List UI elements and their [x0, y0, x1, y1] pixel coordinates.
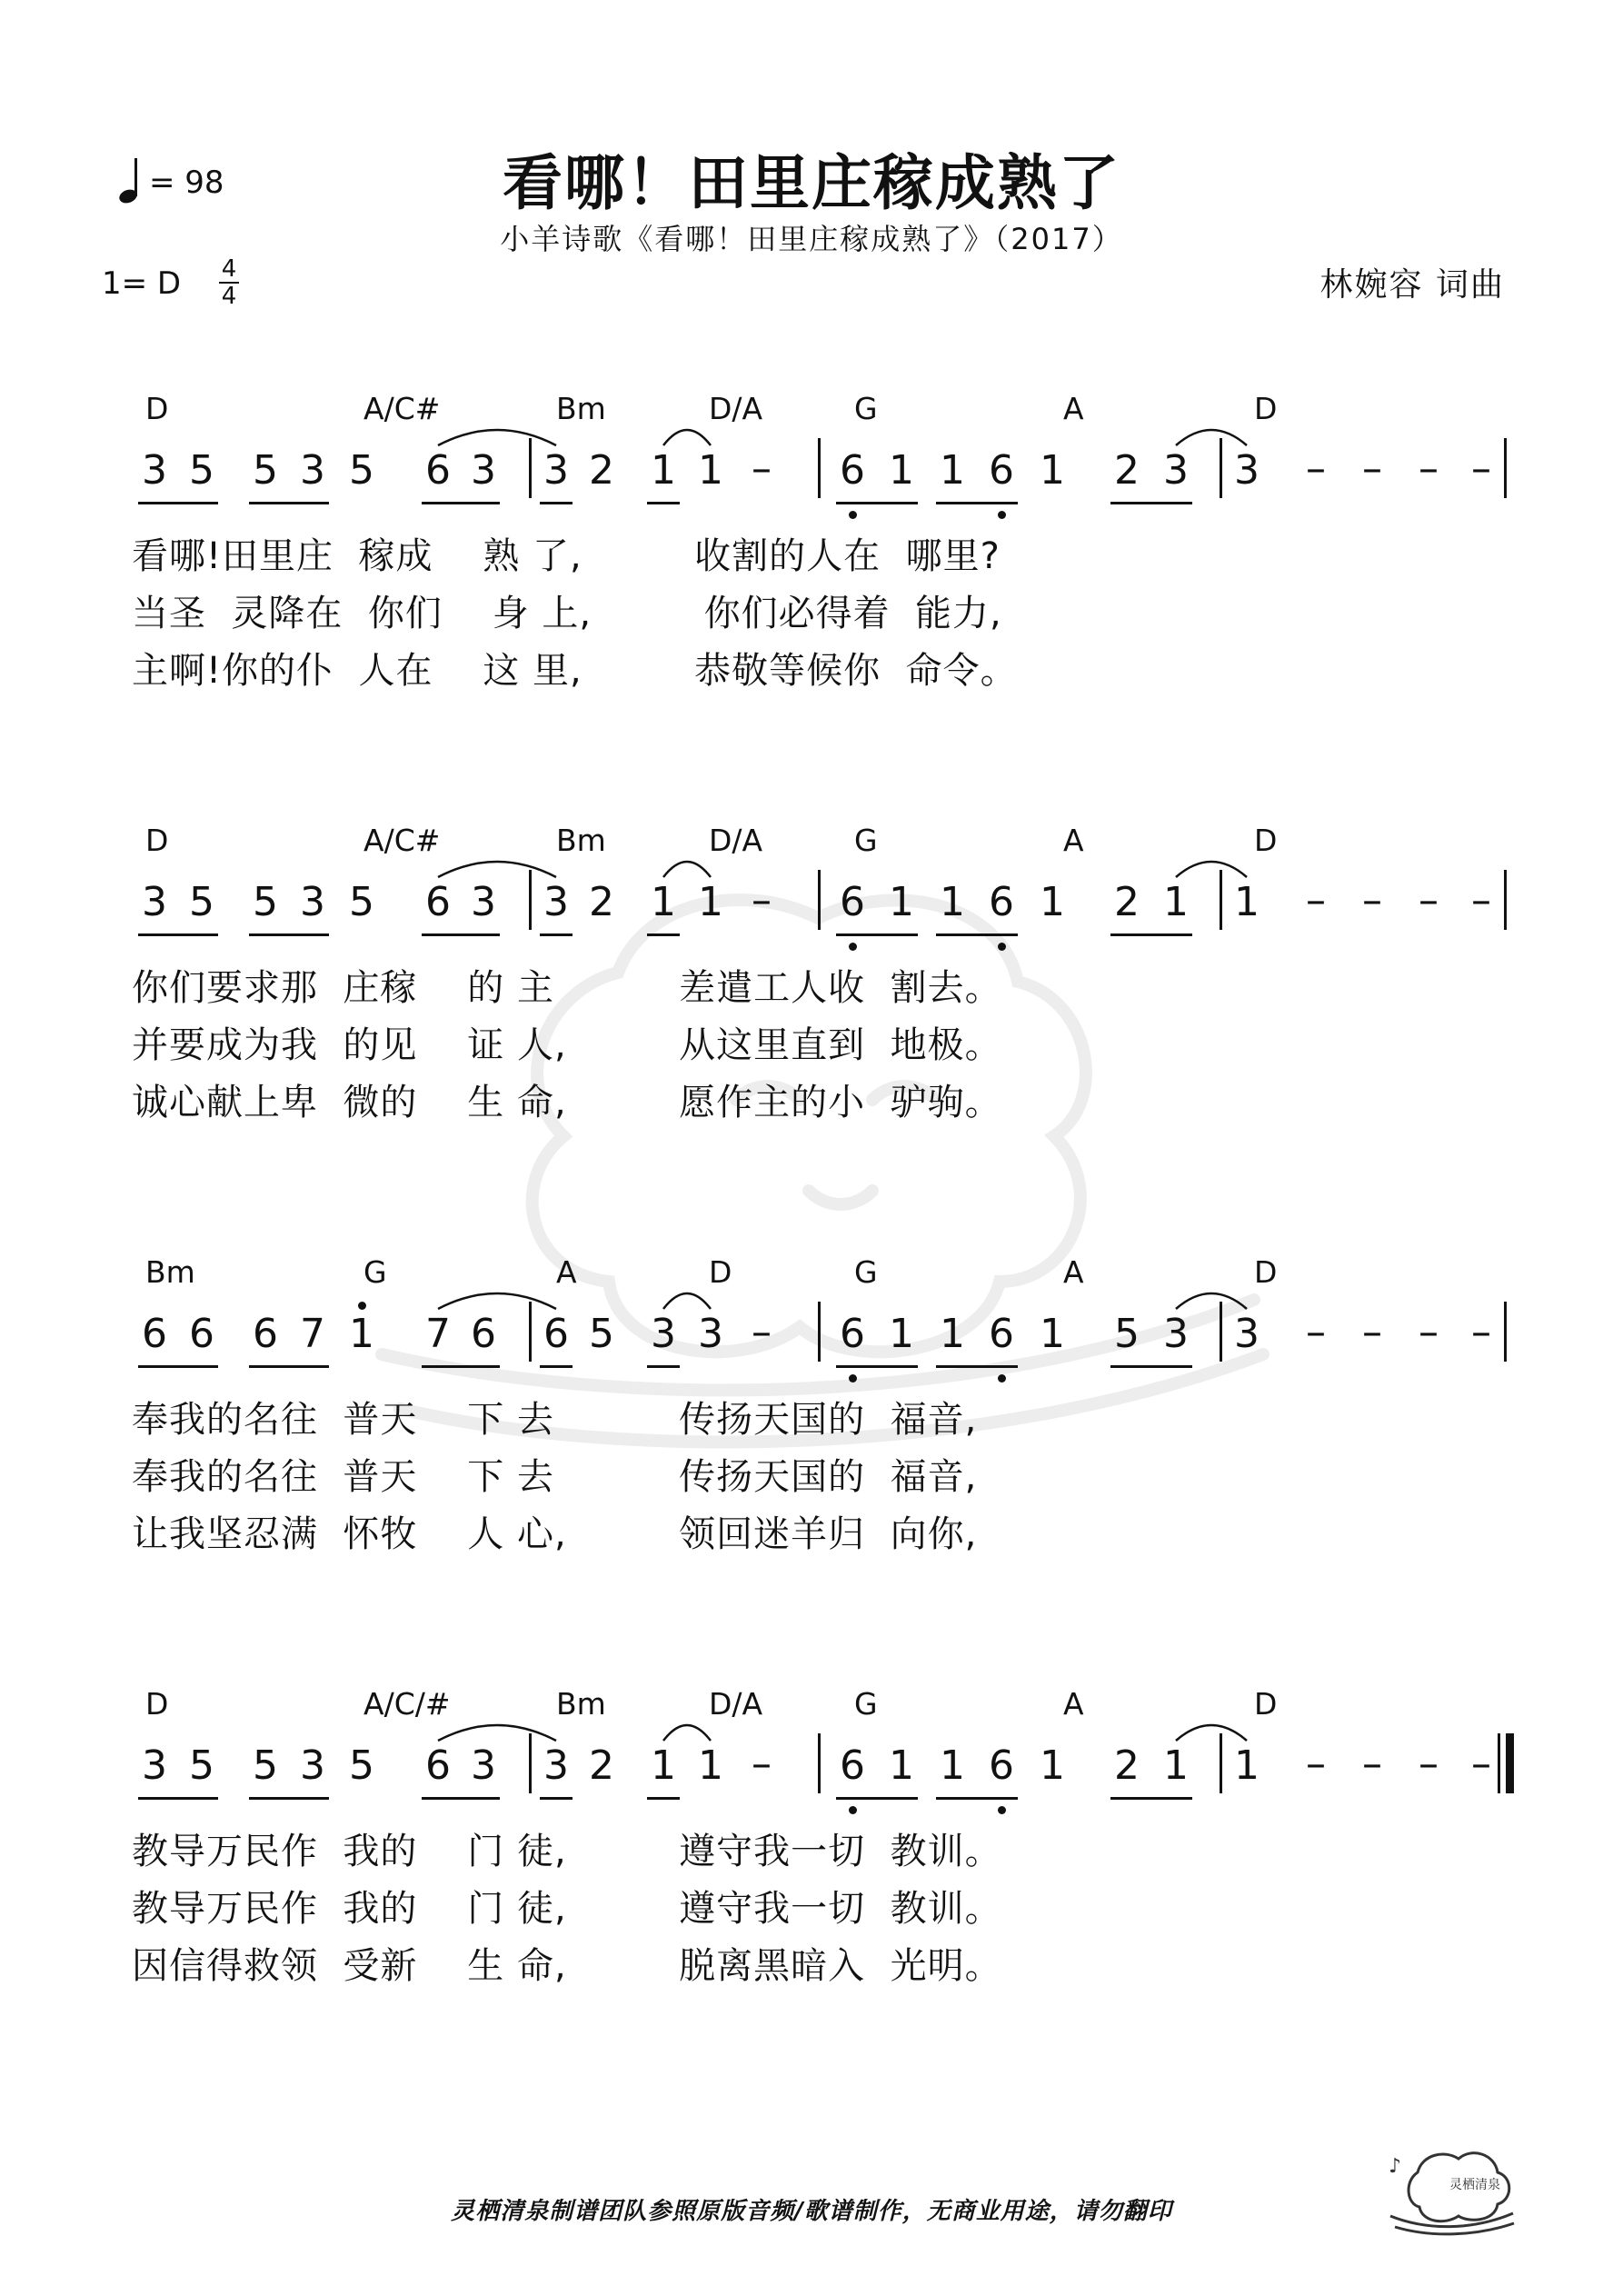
note: 5: [253, 879, 278, 925]
barline: [1220, 1302, 1222, 1362]
beam-line: [836, 1365, 918, 1368]
note: 6: [471, 1311, 496, 1357]
chord-symbol: D: [709, 1254, 732, 1290]
note: 3: [471, 879, 496, 925]
note: 3: [543, 1742, 569, 1789]
beam-line: [836, 1797, 918, 1800]
chord-symbol: D/A: [709, 823, 763, 858]
beam-line: [836, 502, 918, 504]
chord-symbol: Bm: [556, 1686, 606, 1722]
barline: [529, 1733, 532, 1793]
note: 6: [989, 879, 1014, 925]
barline: [1498, 1733, 1500, 1793]
chord-symbol: A/C#: [363, 823, 441, 858]
note: 5: [189, 447, 214, 494]
note: 3: [142, 879, 167, 925]
lyric-line: 诚心献上卑 微的 生 命, 愿作主的小 驴驹。: [132, 1082, 1002, 1123]
low-octave-dot: [849, 1806, 857, 1814]
note: 6: [425, 1742, 451, 1789]
note: 5: [349, 447, 374, 494]
note: 2: [589, 447, 614, 494]
note: 3: [300, 447, 325, 494]
chord-symbol: D/A: [709, 1686, 763, 1722]
note: 3: [698, 1311, 723, 1357]
chord-symbol: D: [1254, 823, 1278, 858]
lyric-line: 教导万民作 我的 门 徒, 遵守我一切 教训。: [132, 1831, 1002, 1872]
sustain-dash: –: [752, 1309, 772, 1355]
slur: [663, 430, 711, 445]
beam-line: [836, 933, 918, 936]
beam-line: [540, 933, 573, 936]
chord-symbol: D: [1254, 1254, 1278, 1290]
note: 5: [1114, 1311, 1140, 1357]
note: 6: [142, 1311, 167, 1357]
beam-line: [540, 1365, 573, 1368]
barline: [529, 870, 532, 930]
beam-line: [138, 933, 218, 936]
chord-symbol: G: [854, 391, 878, 426]
note: 6: [189, 1311, 214, 1357]
low-octave-dot: [849, 943, 857, 951]
slur: [438, 1725, 556, 1741]
note: 1: [1040, 447, 1065, 494]
note: 3: [1163, 1311, 1189, 1357]
sustain-dash: –: [1306, 877, 1326, 923]
quarter-note-icon: [118, 156, 144, 205]
sustain-dash: –: [1362, 1741, 1382, 1787]
barline: [529, 438, 532, 498]
beam-line: [138, 502, 218, 504]
barline: [1504, 870, 1507, 930]
note: 6: [840, 879, 865, 925]
beam-line: [540, 1797, 573, 1800]
chord-symbol: G: [854, 823, 878, 858]
sustain-dash: –: [752, 445, 772, 492]
low-octave-dot: [849, 1374, 857, 1383]
note: 1: [1234, 1742, 1260, 1789]
beam-line: [249, 933, 329, 936]
low-octave-dot: [998, 1374, 1006, 1383]
beam-line: [1110, 502, 1192, 504]
barline: [818, 1302, 821, 1362]
chord-symbol: D: [145, 1686, 169, 1722]
beam-line: [249, 1365, 329, 1368]
beam-line: [647, 933, 680, 936]
note: 1: [651, 1742, 676, 1789]
note: 2: [1114, 879, 1140, 925]
barline: [529, 1302, 532, 1362]
beam-line: [936, 1365, 1018, 1368]
note: 7: [425, 1311, 451, 1357]
beam-line: [1110, 1797, 1192, 1800]
chord-symbol: Bm: [145, 1254, 195, 1290]
note: 1: [1040, 1742, 1065, 1789]
note: 5: [189, 1742, 214, 1789]
lyric-line: 让我坚忍满 怀牧 人 心, 领回迷羊归 向你,: [132, 1513, 978, 1555]
chord-symbol: A: [556, 1254, 577, 1290]
time-denominator: 4: [221, 283, 237, 310]
note: 1: [698, 879, 723, 925]
note: 1: [940, 1742, 965, 1789]
sustain-dash: –: [1419, 1741, 1439, 1787]
beam-line: [1110, 1365, 1192, 1368]
note: 1: [1163, 879, 1189, 925]
sustain-dash: –: [1471, 1309, 1491, 1355]
barline: [818, 438, 821, 498]
sustain-dash: –: [1471, 1741, 1491, 1787]
beam-line: [422, 502, 500, 504]
lyric-line: 你们要求那 庄稼 的 主 差遣工人收 割去。: [132, 967, 1002, 1009]
sustain-dash: –: [1306, 1309, 1326, 1355]
note: 1: [651, 447, 676, 494]
high-octave-dot: [358, 1302, 366, 1310]
sheep-logo-icon: [1381, 2136, 1518, 2236]
note: 6: [840, 1742, 865, 1789]
note: 5: [589, 1311, 614, 1357]
chord-symbol: D: [1254, 391, 1278, 426]
slur: [1176, 430, 1247, 445]
sustain-dash: –: [1306, 1741, 1326, 1787]
note: 1: [1234, 879, 1260, 925]
lyric-line: 奉我的名往 普天 下 去 传扬天国的 福音,: [132, 1399, 978, 1441]
chord-symbol: D: [145, 391, 169, 426]
chord-symbol: D: [145, 823, 169, 858]
beam-line: [249, 502, 329, 504]
note: 3: [471, 1742, 496, 1789]
song-subtitle: 小羊诗歌《看哪！田里庄稼成熟了》（2017）: [500, 222, 1123, 256]
note: 1: [1040, 1311, 1065, 1357]
note: 6: [253, 1311, 278, 1357]
sustain-dash: –: [752, 877, 772, 923]
note: 5: [349, 1742, 374, 1789]
note: 6: [840, 447, 865, 494]
sustain-dash: –: [1419, 1309, 1439, 1355]
low-octave-dot: [998, 1806, 1006, 1814]
beam-line: [1110, 933, 1192, 936]
slur: [1176, 1725, 1247, 1741]
tempo-value: = 98: [149, 165, 224, 201]
chord-symbol: A/C#: [363, 391, 441, 426]
note: 2: [589, 1742, 614, 1789]
chord-symbol: G: [854, 1686, 878, 1722]
note: 1: [698, 447, 723, 494]
beam-line: [540, 502, 573, 504]
note: 1: [1040, 879, 1065, 925]
beam-line: [422, 1797, 500, 1800]
note: 2: [1114, 447, 1140, 494]
note: 5: [253, 447, 278, 494]
note: 3: [142, 447, 167, 494]
note: 6: [840, 1311, 865, 1357]
barline: [818, 1733, 821, 1793]
note: 1: [1163, 1742, 1189, 1789]
barline: [1504, 438, 1507, 498]
chord-symbol: D/A: [709, 391, 763, 426]
note: 3: [1234, 1311, 1260, 1357]
beam-line: [422, 933, 500, 936]
note: 7: [300, 1311, 325, 1357]
note: 3: [543, 879, 569, 925]
sustain-dash: –: [1471, 445, 1491, 492]
sustain-dash: –: [1471, 877, 1491, 923]
note: 6: [543, 1311, 569, 1357]
note: 5: [189, 879, 214, 925]
lyric-line: 主啊!你的仆 人在 这 里, 恭敬等候你 命令。: [132, 650, 1018, 692]
composer-credit: 林婉容 词曲: [1319, 266, 1505, 304]
note: 3: [300, 1742, 325, 1789]
copyright-footer: 灵栖清泉制谱团队参照原版音频/歌谱制作，无商业用途，请勿翻印: [451, 2198, 1172, 2225]
svg-text:灵栖清泉: 灵栖清泉: [1449, 2178, 1500, 2192]
note: 6: [989, 447, 1014, 494]
low-octave-dot: [998, 511, 1006, 519]
note: 1: [940, 1311, 965, 1357]
note: 6: [425, 879, 451, 925]
time-signature: [214, 256, 244, 309]
note: 3: [543, 447, 569, 494]
note: 1: [889, 447, 914, 494]
lyric-line: 并要成为我 的见 证 人, 从这里直到 地极。: [132, 1024, 1002, 1066]
slur: [438, 430, 556, 445]
low-octave-dot: [849, 511, 857, 519]
beam-line: [138, 1365, 218, 1368]
chord-symbol: D: [1254, 1686, 1278, 1722]
tempo-marking: [118, 156, 224, 205]
svg-text:♪: ♪: [1389, 2155, 1402, 2178]
beam-line: [249, 1797, 329, 1800]
low-octave-dot: [998, 943, 1006, 951]
note: 6: [989, 1742, 1014, 1789]
chord-symbol: G: [854, 1254, 878, 1290]
beam-line: [936, 933, 1018, 936]
note: 1: [349, 1311, 374, 1357]
chord-symbol: Bm: [556, 391, 606, 426]
chord-symbol: A/C/#: [363, 1686, 451, 1722]
lyric-line: 因信得救领 受新 生 命, 脱离黑暗入 光明。: [132, 1945, 1002, 1987]
lyric-line: 当圣 灵降在 你们 身 上, 你们必得着 能力,: [132, 593, 1002, 634]
lyric-line: 奉我的名往 普天 下 去 传扬天国的 福音,: [132, 1456, 978, 1498]
note: 3: [471, 447, 496, 494]
key-signature: 1= D: [102, 265, 182, 302]
sustain-dash: –: [752, 1741, 772, 1787]
sustain-dash: –: [1419, 877, 1439, 923]
beam-line: [936, 1797, 1018, 1800]
lyric-line: 看哪!田里庄 稼成 熟 了, 收割的人在 哪里?: [132, 535, 1001, 577]
beam-line: [422, 1365, 500, 1368]
beam-line: [936, 502, 1018, 504]
barline: [1504, 1302, 1507, 1362]
chord-symbol: A: [1063, 1254, 1084, 1290]
note: 1: [889, 1742, 914, 1789]
time-numerator: 4: [221, 255, 237, 283]
barline: [818, 870, 821, 930]
note: 1: [889, 1311, 914, 1357]
note: 1: [940, 447, 965, 494]
chord-symbol: A: [1063, 823, 1084, 858]
note: 1: [698, 1742, 723, 1789]
note: 5: [253, 1742, 278, 1789]
note: 3: [1234, 447, 1260, 494]
note: 1: [940, 879, 965, 925]
note: 2: [1114, 1742, 1140, 1789]
beam-line: [647, 1365, 680, 1368]
sustain-dash: –: [1306, 445, 1326, 492]
beam-line: [647, 1797, 680, 1800]
chord-symbol: Bm: [556, 823, 606, 858]
note: 6: [989, 1311, 1014, 1357]
note: 3: [1163, 447, 1189, 494]
slur: [663, 1725, 711, 1741]
note: 6: [425, 447, 451, 494]
sustain-dash: –: [1419, 445, 1439, 492]
beam-line: [138, 1797, 218, 1800]
note: 3: [300, 879, 325, 925]
sustain-dash: –: [1362, 877, 1382, 923]
note: 5: [349, 879, 374, 925]
chord-symbol: G: [363, 1254, 387, 1290]
barline: [1220, 438, 1222, 498]
final-barline: [1506, 1733, 1514, 1793]
sustain-dash: –: [1362, 445, 1382, 492]
note: 1: [651, 879, 676, 925]
lyric-line: 教导万民作 我的 门 徒, 遵守我一切 教训。: [132, 1888, 1002, 1930]
chord-symbol: A: [1063, 1686, 1084, 1722]
beam-line: [647, 502, 680, 504]
note: 3: [142, 1742, 167, 1789]
chord-symbol: A: [1063, 391, 1084, 426]
note: 1: [889, 879, 914, 925]
song-title: 看哪！田里庄稼成熟了: [503, 148, 1120, 218]
note: 3: [651, 1311, 676, 1357]
sustain-dash: –: [1362, 1309, 1382, 1355]
barline: [1220, 1733, 1222, 1793]
note: 2: [589, 879, 614, 925]
barline: [1220, 870, 1222, 930]
